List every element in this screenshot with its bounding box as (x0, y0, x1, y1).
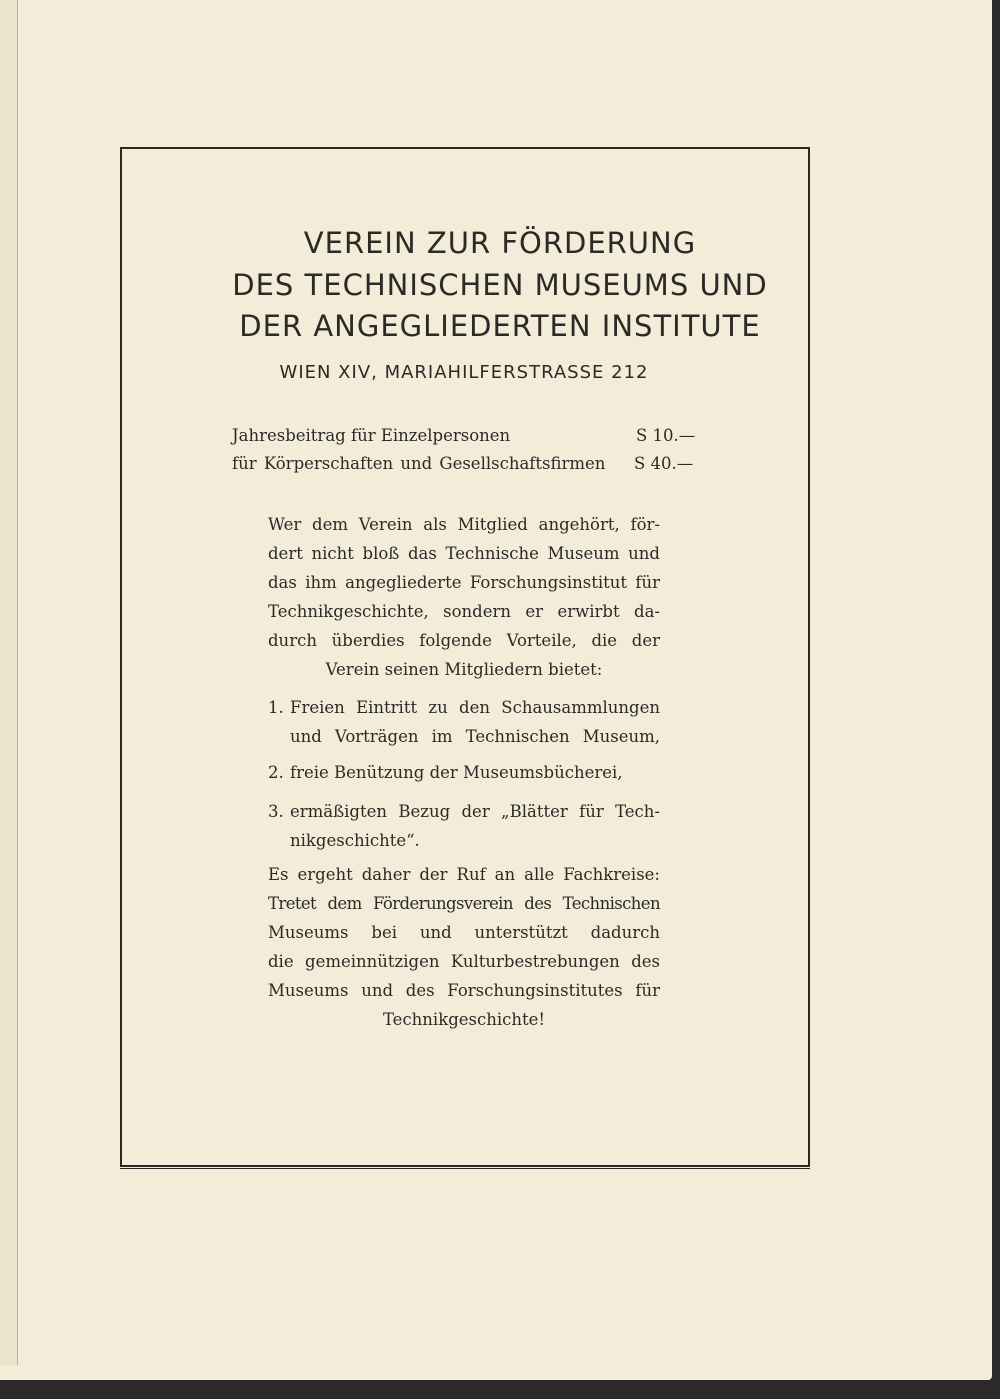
heading-line-1: VEREIN ZUR FÖRDERUNG (303, 226, 697, 260)
heading-line-2: DES TECHNISCHEN MUSEUMS UND (232, 268, 768, 302)
appeal-line: Es ergeht daher der Ruf an alle Fachkreise: (268, 865, 660, 884)
benefit-number: 1. (268, 698, 284, 717)
heading-line-3: DER ANGEGLIEDERTEN INSTITUTE (239, 309, 761, 343)
fee-label-corporate: für Körperschaften und Gesellschaftsfirmen (232, 454, 606, 473)
appeal-line: Museums und des Forschungsinstitutes für (268, 981, 660, 1000)
intro-line: durch überdies folgende Vorteile, die der (268, 631, 660, 650)
benefit-line: ermäßigten Bezug der „Blätter für Tech- (290, 802, 660, 821)
appeal-line: Tretet dem Förderungsverein des Technischen (268, 894, 660, 913)
benefit-line: und Vorträgen im Technischen Museum, (290, 727, 660, 746)
facing-page-edge (0, 0, 18, 1365)
appeal-line: Technikgeschichte! (382, 1010, 546, 1029)
intro-line: das ihm angegliederte Forschungsinstitut für (268, 573, 660, 592)
benefit-line: Freien Eintritt zu den Schausammlungen (290, 698, 660, 717)
benefit-number: 3. (268, 802, 284, 821)
benefit-line: nikgeschichte“. (290, 831, 420, 850)
appeal-line: Museums bei und unterstützt dadurch (268, 923, 660, 942)
address: WIEN XIV, MARIAHILFERSTRASSE 212 (279, 362, 649, 383)
fee-amount-individual: S 10.— (636, 426, 696, 445)
intro-line: Wer dem Verein als Mitglied angehört, för- (268, 515, 660, 534)
appeal-line: die gemeinnützigen Kulturbestrebungen des (268, 952, 660, 971)
fee-amount-corporate: S 40.— (634, 454, 694, 473)
benefit-line: freie Benützung der Museumsbücherei, (290, 763, 623, 782)
intro-line: Verein seinen Mitgliedern bietet: (325, 660, 603, 679)
intro-line: dert nicht bloß das Technische Museum und (268, 544, 660, 563)
intro-line: Technikgeschichte, sondern er erwirbt da- (268, 602, 660, 621)
fee-label-individual: Jahresbeitrag für Einzelpersonen (232, 426, 511, 445)
benefit-number: 2. (268, 763, 284, 782)
